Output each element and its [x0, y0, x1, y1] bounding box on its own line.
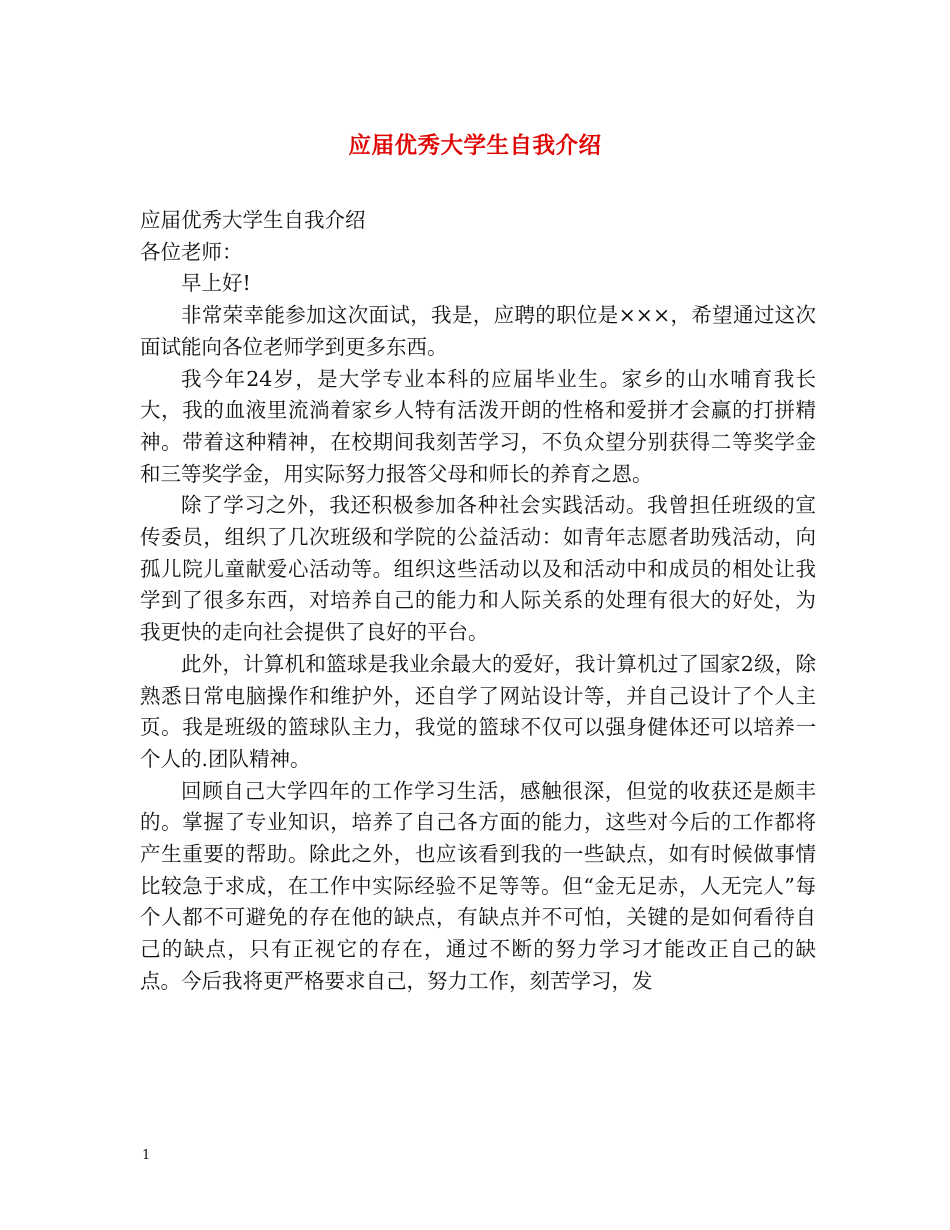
paragraph-hobbies: 此外，计算机和篮球是我业余最大的爱好，我计算机过了国家2级，除熟悉日常电脑操作和维护外，还自学了网站设计等，并自己设计了个人主页。我是班级的篮球队主力，我觉的篮球不仅可以强身健体还可以培养一个人的.团队精神。 — [140, 651, 816, 771]
paragraph-activities: 除了学习之外，我还积极参加各种社会实践活动。我曾担任班级的宣传委员，组织了几次班级和学院的公益活动：如青年志愿者助残活动，向孤儿院儿童献爱心活动等。组织这些活动以及和活动中和成员的相处让我学到了很多东西，对培养自己的能力和人际关系的处理有很大的好处，为我更快的走向社会提供了良好的平台。 — [140, 493, 816, 645]
paragraph-intro: 非常荣幸能参加这次面试，我是，应聘的职位是×××，希望通过这次面试能向各位老师学到更多东西。 — [140, 303, 816, 359]
page-number: 1 — [142, 1148, 151, 1163]
document-body — [140, 205, 816, 998]
heading-line: 应届优秀大学生自我介绍 — [140, 208, 366, 232]
salutation: 各位老师： — [140, 239, 243, 264]
greeting: 早上好! — [181, 271, 251, 296]
paragraph-background: 我今年24岁，是大学专业本科的应届毕业生。家乡的山水哺育我长大，我的血液里流淌着家乡人特有活泼开朗的性格和爱拼才会赢的打拼精神。带着这种精神，在校期间我刻苦学习，不负众望分别获得二等奖学金和三等奖学金，用实际努力报答父母和师长的养育之恩。 — [140, 366, 816, 486]
document-title: 应届优秀大学生自我介绍 — [348, 133, 602, 159]
paragraph-review: 回顾自己大学四年的工作学习生活，感触很深，但觉的收获还是颇丰的。掌握了专业知识，培养了自己各方面的能力，这些对今后的工作都将产生重要的帮助。除此之外，也应该看到我的一些缺点，如有时候做事情比较急于求成，在工作中实际经验不足等等。但“金无足赤，人无完人”每个人都不可避免的存在他的缺点，有缺点并不可怕，关键的是如何看待自己的缺点，只有正视它的存在，通过不断的努力学习才能改正自己的缺点。今后我将更严格要求自己，努力工作，刻苦学习，发 — [140, 778, 816, 993]
